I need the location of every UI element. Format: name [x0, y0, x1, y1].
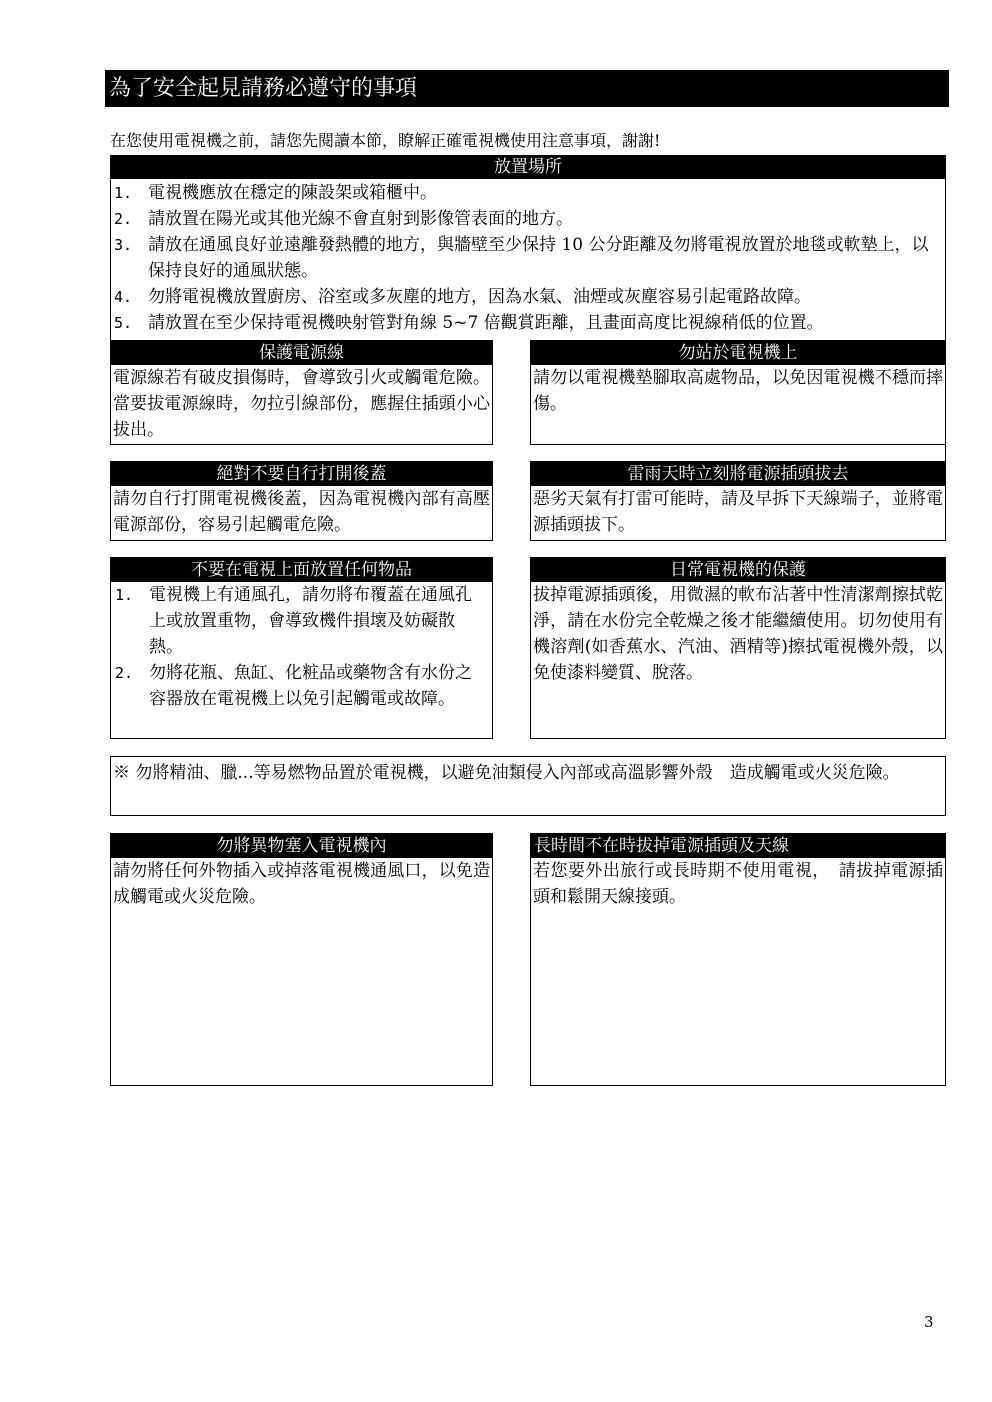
placement-heading: 放置場所 [110, 155, 946, 179]
list-item: 3. 請放在通風良好並遠離發熱體的地方，與牆壁至少保持 10 公分距離及勿將電視放置於地毯或軟墊上，以保持良好的通風狀態。 [114, 235, 929, 281]
intro-text: 在您使用電視機之前，請您先閱讀本節，瞭解正確電視機使用注意事項，謝謝! [110, 131, 661, 150]
no-standing-text: 請勿以電視機墊腳取高處物品，以免因電視機不穩而摔傷。 [533, 368, 943, 414]
long-absence-box [530, 833, 946, 1086]
long-absence-text: 若您要外出旅行或長時期不使用電視， 請拔掉電源插頭和鬆開天線接頭。 [533, 861, 943, 907]
power-cord-text: 電源線若有破皮損傷時，會導致引火或觸電危險。當要拔電源線時，勿拉引線部份，應握住插頭小心拔出。 [113, 368, 490, 440]
no-standing-box [530, 340, 946, 445]
list-item: 4. 勿將電視機放置廚房、浴室或多灰塵的地方，因為水氣、油煙或灰塵容易引起電路故障。 [114, 287, 811, 307]
no-objects-list [111, 582, 492, 712]
back-cover-heading: 絕對不要自行打開後蓋 [111, 462, 492, 486]
page-title: 為了安全起見請務必遵守的事項 [105, 70, 949, 107]
list-item: 1. 電視機上有通風孔，請勿將布覆蓋在通風孔上或放置重物，會導致機件損壞及妨礙散熱。 [115, 585, 472, 657]
daily-care-heading: 日常電視機的保護 [531, 558, 945, 582]
page-number: 3 [924, 1313, 934, 1331]
no-standing-heading: 勿站於電視機上 [531, 341, 945, 365]
daily-care-text: 拔掉電源插頭後，用微濕的軟布沾著中性清潔劑擦拭乾淨，請在水份完全乾燥之後才能繼續使用。切勿使用有機溶劑(如香蕉水、汽油、酒精等)擦拭電視機外殼，以免使漆料變質、脫落。 [533, 585, 943, 683]
no-objects-box [110, 557, 493, 739]
thunder-text: 惡劣天氣有打雷可能時，請及早拆下天線端子，並將電源插頭拔下。 [533, 489, 943, 535]
foreign-objects-box [110, 833, 493, 1086]
no-objects-heading: 不要在電視上面放置任何物品 [111, 558, 492, 582]
long-absence-heading: 長時間不在時拔掉電源插頭及天線 [531, 834, 945, 858]
power-cord-box [110, 340, 493, 445]
foreign-objects-heading: 勿將異物塞入電視機內 [111, 834, 492, 858]
list-item: 2. 勿將花瓶、魚缸、化粧品或藥物含有水份之容器放在電視機上以免引起觸電或故障。 [115, 663, 472, 709]
flammable-warning-note: ※ 勿將精油、臘...等易燃物品置於電視機，以避免油類侵入內部或高溫影響外殼 造成觸電或火災危險。 [110, 756, 946, 816]
back-cover-box [110, 461, 493, 541]
list-item: 5. 請放置在至少保持電視機映射管對角線 5~7 倍觀賞距離，且畫面高度比視線稍低的位置。 [114, 313, 824, 333]
list-item: 2. 請放置在陽光或其他光線不會直射到影像管表面的地方。 [114, 209, 573, 229]
daily-care-box [530, 557, 946, 739]
list-item: 1. 電視機應放在穩定的陳設架或箱櫃中。 [114, 183, 437, 203]
thunder-heading: 雷雨天時立刻將電源插頭拔去 [531, 462, 945, 486]
back-cover-text: 請勿自行打開電視機後蓋，因為電視機內部有高壓電源部份，容易引起觸電危險。 [113, 489, 490, 535]
power-cord-heading: 保護電源線 [111, 341, 492, 365]
placement-section [110, 155, 946, 336]
foreign-objects-text: 請勿將任何外物插入或掉落電視機通風口，以免造成觸電或火災危險。 [113, 861, 490, 907]
placement-list [110, 179, 946, 336]
thunder-box [530, 461, 946, 541]
